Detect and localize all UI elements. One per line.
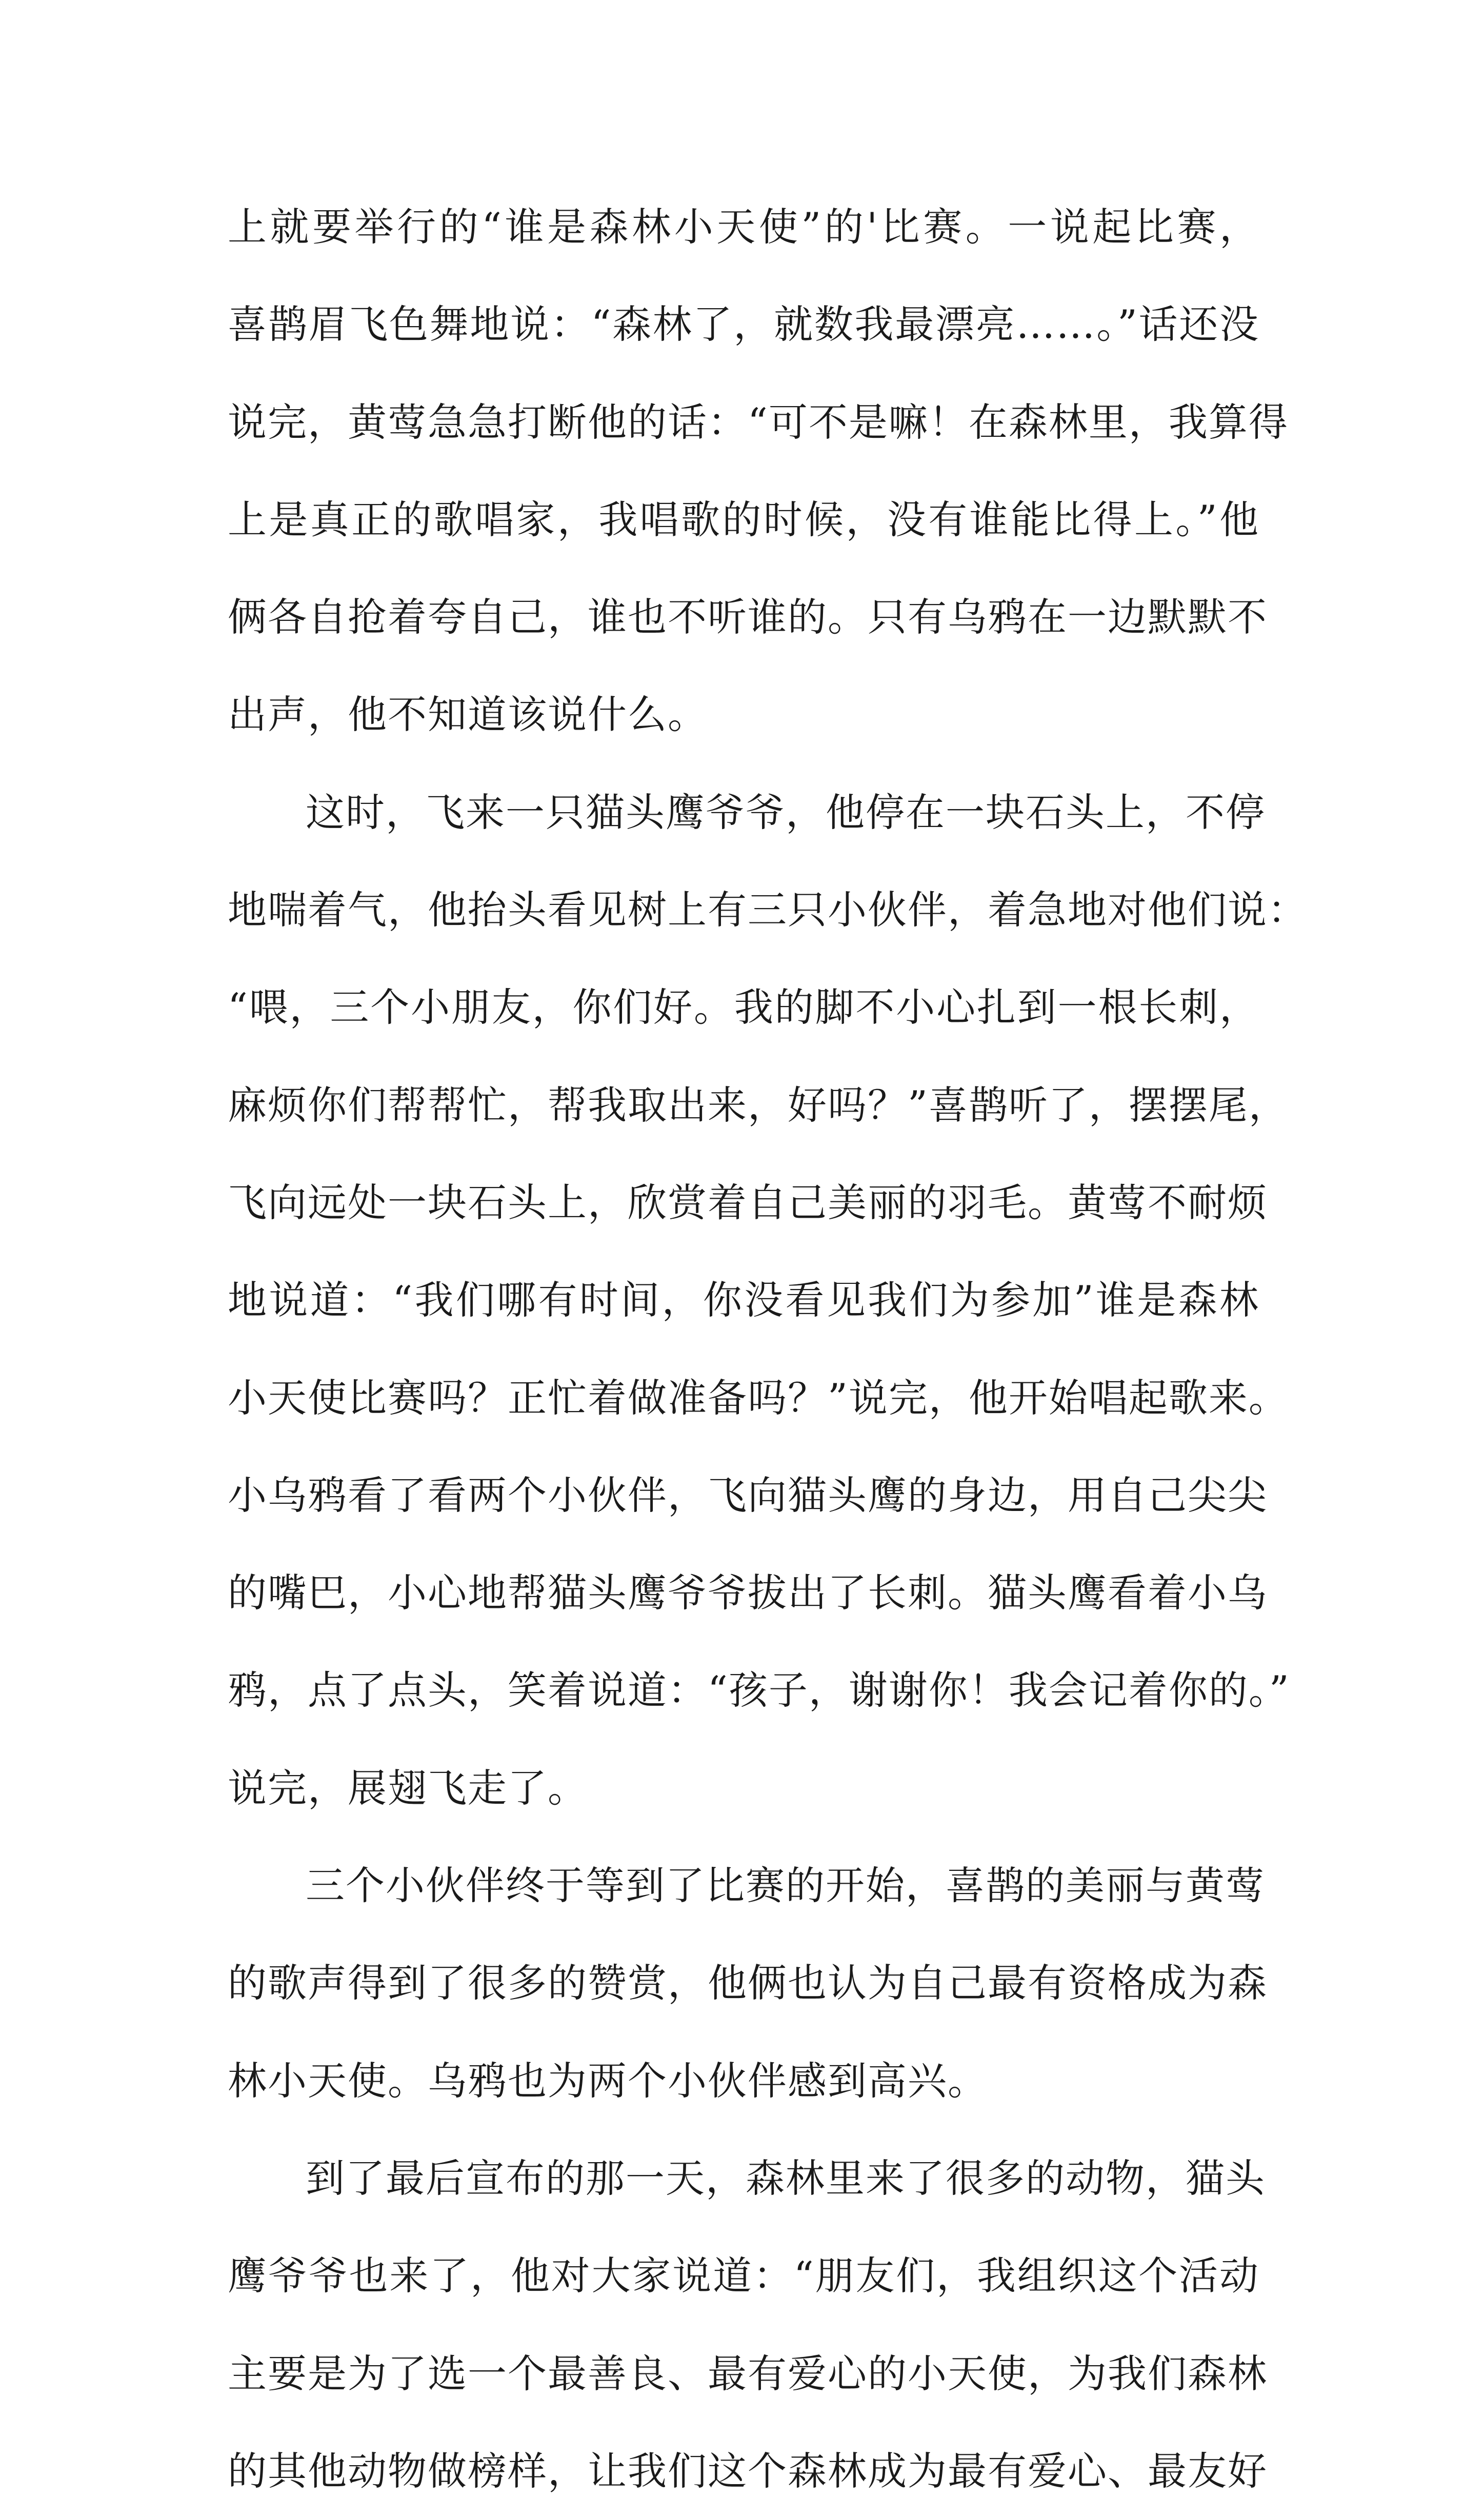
text-line: 麻烦你们帮帮忙，帮我取出来，好吗？”喜鹊听了，摆摆尾， [228,1082,1289,1128]
text-line: 出声，他不知道该说什么。 [228,692,708,738]
text-line: 俩各自抢着夸自己，谁也不听谁的。只有乌鸦在一边默默不 [228,594,1268,640]
text-line: 上是真正的歌唱家，我唱歌的时候，没有谁能比得上。”他 [228,496,1259,542]
text-line: 林小天使。乌鸦也为两个小伙伴感到高兴。 [228,2058,988,2104]
text-line: 鸦，点了点头，笑着说道：“孩子，谢谢你！我会记着你的。” [228,1667,1290,1713]
text-line: 的嘴巴，小心地帮猫头鹰爷爷拔出了长刺。猫头鹰看着小乌 [228,1570,1268,1616]
text-line: 地说道：“我们哪有时间，你没看见我们为参加”谁是森林 [228,1277,1259,1323]
text-line: 鹰爷爷也来了，他对大家说道：“朋友们，我组织这个活动 [228,2253,1259,2299]
text-line: 三个小伙伴终于等到了比赛的开始，喜鹊的美丽与黄莺 [306,1863,1266,1909]
text-line: 飞向远处一块石头上，欣赏着自己美丽的羽毛。黄莺不耐烦 [228,1179,1268,1225]
text-line: 喜鹊眉飞色舞地说：“森林了，就数我最漂亮……。”话还没 [228,301,1259,348]
text-line: 这时，飞来一只猫头鹰爷爷，他停在一块石头上，不停 [306,789,1266,835]
text-line: 主要是为了选一个最善良、最有爱心的小天使，为我们森林 [228,2350,1268,2396]
story-text [228,178,1308,2520]
text-line: 小乌鸦看了看两个小伙伴，飞向猫头鹰的身边，用自己尖尖 [228,1472,1268,1518]
text-line: 小天使比赛吗？正忙着做准备吗？”说完，他开始唱起歌来。 [228,1375,1289,1421]
text-line: 到了最后宣布的那一天，森林里来了很多的动物，猫头 [306,2155,1266,2201]
text-line: 的歌声得到了很多的赞赏，他俩也认为自己最有资格成为森 [228,1960,1268,2006]
text-line: 说完，展翅飞走了。 [228,1765,588,1811]
text-line: “喂，三个小朋友，你们好。我的脚不小心扎到一根长刺， [228,984,1259,1031]
text-line: 上就要举行的“谁是森林小天使”的'比赛。一说起比赛， [228,204,1259,250]
text-line: 地喘着气，他抬头看见树上有三只小伙伴，着急地对他们说： [228,887,1308,933]
text-line: 说完，黄莺急急打断他的话：“可不是嘛！在森林里，我算得 [228,399,1289,445]
text-line: 的其他动物做榜样，让我们这个森林成为最有爱心、最友好 [228,2448,1268,2494]
